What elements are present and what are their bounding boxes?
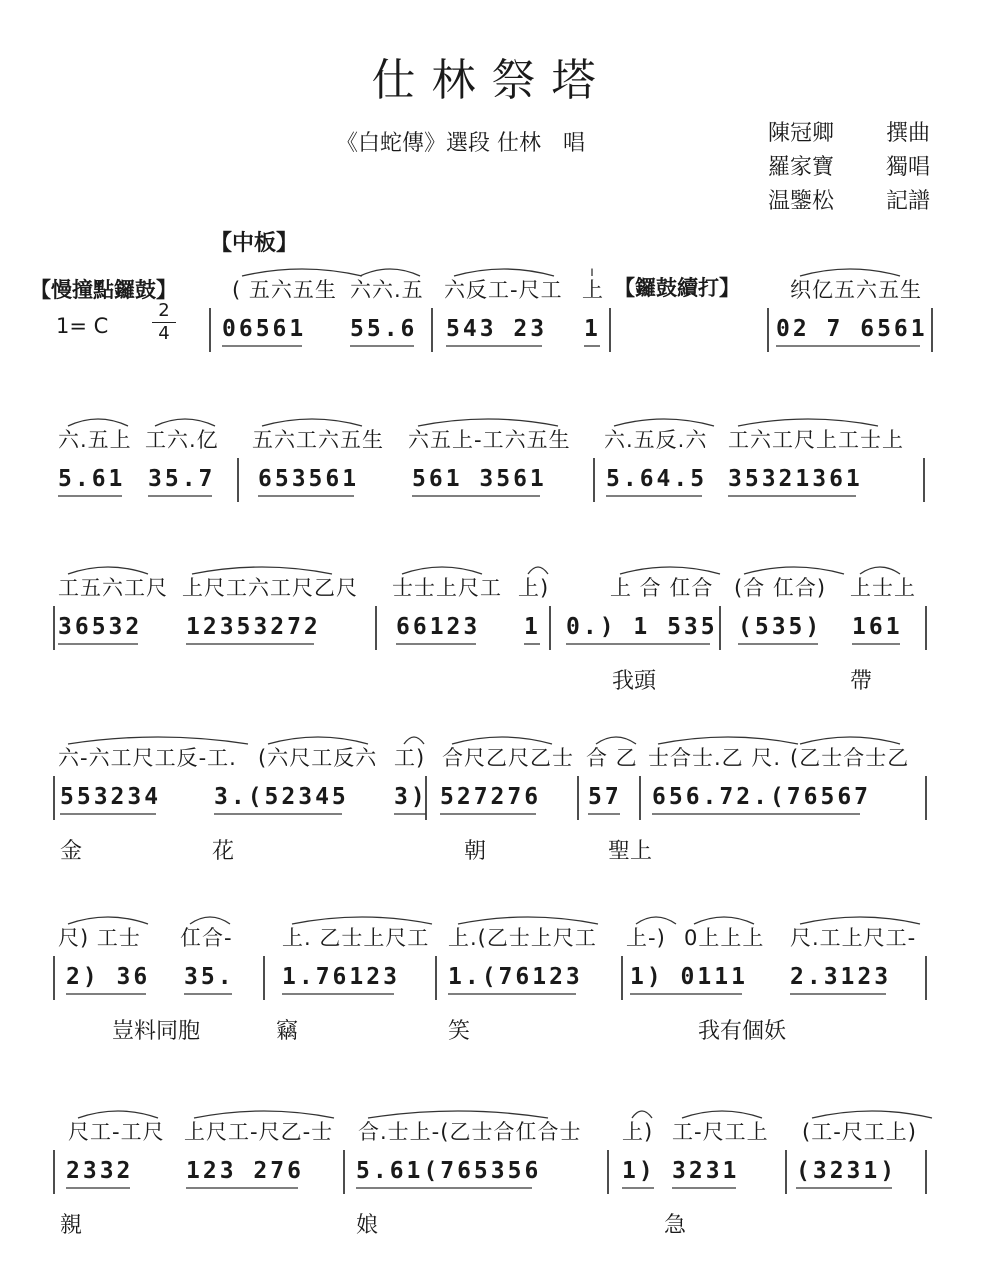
- system-2-slur-5: [614, 419, 714, 426]
- system-6-gongche-4: 上): [622, 1120, 654, 1144]
- credit-singer-role: 獨唱: [886, 155, 931, 180]
- system-4-slur-6: [658, 737, 798, 744]
- system-5-numbers-6: 2.3123: [790, 964, 892, 990]
- system-3-numbers-4: 1: [524, 614, 541, 640]
- section-label-percussion: 【慢撞點鑼鼓】: [30, 278, 177, 302]
- system-5-numbers-1: 2) 36: [66, 964, 151, 990]
- system-4-gongche-7: (乙士合士乙: [790, 746, 910, 770]
- system-2-slur-1: [68, 419, 128, 426]
- system-4-numbers-1: 553234: [60, 784, 162, 810]
- system-6-numbers-6: (3231): [796, 1158, 898, 1184]
- system-4-numbers-3: 3): [394, 784, 428, 810]
- system-3-slur-5: [620, 567, 720, 574]
- system-5-lyric-4: 我有個妖: [698, 1019, 787, 1044]
- credit-notation-name: 温鑒松: [768, 189, 835, 214]
- system-5-lyric-3: 笑: [448, 1019, 471, 1044]
- system-6-slur-3: [368, 1111, 548, 1118]
- section-label-percussion-continue: 【鑼鼓續打】: [614, 276, 740, 300]
- system-5-gongche-7: 尺.工上尺工-: [790, 926, 917, 950]
- system-2-numbers-4: 561 3561: [412, 466, 547, 492]
- system-5-gongche-6: 0上上上: [684, 926, 765, 950]
- system-1-gongche-2: 六六.五: [350, 278, 424, 302]
- system-3-slur-2: [192, 567, 332, 574]
- time-signature-top: 2: [158, 300, 170, 321]
- system-1-numbers-4: 1: [584, 316, 601, 342]
- system-2-gongche-5: 六.五反.六: [604, 428, 708, 452]
- system-4-slur-5: [596, 737, 636, 744]
- system-5-slur-3: [292, 917, 432, 924]
- system-3-gongche-2: 上尺工六工尺乙尺: [182, 576, 358, 600]
- system-5-slur-2: [190, 917, 230, 924]
- system-3-slur-1: [68, 567, 148, 574]
- slurs: [58, 269, 932, 1188]
- system-6-numbers-5: 3231: [672, 1158, 740, 1184]
- system-3-slur-3: [402, 567, 482, 574]
- system-4-numbers-5: 57: [588, 784, 622, 810]
- score-subtitle: 《白蛇傳》選段 仕林 唱: [336, 131, 585, 156]
- system-3-numbers-2: 12353272: [186, 614, 321, 640]
- system-3-gongche-6: (合 仜合): [734, 576, 827, 600]
- credit-notation-role: 記譜: [886, 189, 931, 214]
- system-3-lyric-1: 我頭: [612, 669, 657, 694]
- system-4-numbers-4: 527276: [440, 784, 542, 810]
- system-4-gongche-4: 合尺乙尺乙士: [442, 746, 574, 770]
- system-6-slur-5: [682, 1111, 762, 1118]
- system-6-numbers-3: 5.61(765356: [356, 1158, 542, 1184]
- system-1-numbers-1: 06561: [222, 316, 307, 342]
- system-2-slur-3: [262, 419, 362, 426]
- system-4-lyric-2: 花: [212, 839, 235, 864]
- system-6-lyric-3: 急: [664, 1213, 687, 1238]
- system-3-gongche-4: 上): [518, 576, 550, 600]
- system-6-lyric-1: 親: [60, 1213, 83, 1238]
- system-6-slur-1: [78, 1111, 158, 1118]
- system-4-gongche-2: (六尺工反六: [258, 746, 378, 770]
- system-5-slur-6: [694, 917, 754, 924]
- system-3-slur-7: [860, 567, 900, 574]
- system-4-gongche-3: 工): [394, 746, 426, 770]
- system-2-numbers-2: 35.7: [148, 466, 216, 492]
- system-2-numbers-5: 5.64.5: [606, 466, 708, 492]
- system-2-numbers-3: 653561: [258, 466, 360, 492]
- system-1-gongche-1: ( 五六五生: [232, 278, 337, 302]
- system-1-numbers-2: 55.6: [350, 316, 418, 342]
- system-5-gongche-1: 尺) 工士: [58, 926, 141, 950]
- system-1-gongche-5: 织亿五六五生: [790, 278, 922, 302]
- system-3-numbers-3: 66123: [396, 614, 481, 640]
- system-6-gongche-6: (工-尺工上): [802, 1120, 917, 1144]
- system-3-gongche-3: 士士上尺工: [392, 576, 502, 600]
- system-6-numbers-2: 123 276: [186, 1158, 304, 1184]
- system-6-slur-6: [812, 1111, 932, 1118]
- system-1-gongche-4: 上: [582, 278, 604, 302]
- system-2-slur-6: [738, 419, 878, 426]
- system-5-slur-5: [636, 917, 676, 924]
- system-1-slur-2: [360, 269, 420, 276]
- system-4-numbers-2: 3.(52345: [214, 784, 349, 810]
- system-6-numbers-4: 1): [622, 1158, 656, 1184]
- system-3-slur-6: [744, 567, 844, 574]
- system-1-numbers-5: 02 7 6561: [776, 316, 928, 342]
- system-3-gongche-5: 上 合 仜合: [610, 576, 714, 600]
- system-5-numbers-4: 1.(76123: [448, 964, 583, 990]
- system-6-gongche-2: 上尺工-尺乙-士: [184, 1120, 334, 1144]
- system-4-slur-2: [268, 737, 368, 744]
- system-2-slur-2: [155, 419, 215, 426]
- system-1-slur-1: [242, 269, 362, 276]
- system-4-slur-4: [452, 737, 552, 744]
- system-1-slur-3: [454, 269, 554, 276]
- system-5-numbers-5: 1) 0111: [630, 964, 748, 990]
- system-5-slur-4: [458, 917, 598, 924]
- system-6-numbers-1: 2332: [66, 1158, 134, 1184]
- system-6-slur-4: [632, 1111, 652, 1118]
- system-2-numbers-1: 5.61: [58, 466, 126, 492]
- system-5-slur-1: [68, 917, 148, 924]
- system-3-numbers-7: 161: [852, 614, 903, 640]
- system-3-numbers-1: 36532: [58, 614, 143, 640]
- system-6-lyric-2: 娘: [356, 1213, 379, 1238]
- system-6-gongche-3: 合.士上-(乙士合仜合士: [358, 1120, 582, 1144]
- system-4-lyric-4: 聖上: [608, 839, 653, 864]
- system-3-numbers-5: 0.) 1 535: [566, 614, 718, 640]
- system-5-gongche-4: 上.(乙士上尺工: [448, 926, 597, 950]
- system-3-lyric-2: 帶: [850, 669, 873, 694]
- system-5-numbers-2: 35.: [184, 964, 235, 990]
- system-2-slur-4: [418, 419, 558, 426]
- system-3-numbers-6: (535): [738, 614, 823, 640]
- system-5-gongche-2: 仜合-: [180, 926, 233, 950]
- system-4-gongche-1: 六-六工尺工反-工.: [58, 746, 237, 770]
- system-5-lyric-2: 竊: [276, 1019, 299, 1044]
- system-2-gongche-1: 六.五上: [58, 428, 132, 452]
- system-3-gongche-7: 上士上: [850, 576, 916, 600]
- barlines: [54, 308, 932, 1194]
- score-title: 仕林祭塔: [371, 55, 612, 106]
- system-5-lyric-1: 豈料同胞: [112, 1019, 201, 1044]
- tempo-marking: 【中板】: [210, 231, 299, 256]
- system-2-numbers-6: 35321361: [728, 466, 863, 492]
- system-4-gongche-5: 合 乙: [586, 746, 638, 770]
- system-6-gongche-1: 尺工-工尺: [68, 1120, 165, 1144]
- key-signature: 1= C: [56, 314, 109, 338]
- system-2-gongche-4: 六五上-工六五生: [408, 428, 571, 452]
- system-5-slur-7: [800, 917, 920, 924]
- system-1-gongche-3: 六反工-尺工: [444, 278, 563, 302]
- system-4-slur-3: [404, 737, 424, 744]
- system-5-gongche-5: 上-): [626, 926, 666, 950]
- system-2-gongche-6: 工六工尺上工士上: [728, 428, 904, 452]
- system-2-gongche-3: 五六工六五生: [252, 428, 384, 452]
- system-4-lyric-3: 朝: [464, 839, 487, 864]
- system-5-gongche-3: 上. 乙士上尺工: [282, 926, 430, 950]
- system-4-lyric-1: 金: [60, 839, 83, 864]
- system-1-numbers-3: 543 23: [446, 316, 548, 342]
- system-4-numbers-6: 656.72.(76567: [652, 784, 872, 810]
- system-2-gongche-2: 工六.亿: [145, 428, 219, 452]
- system-6-gongche-5: 工-尺工上: [672, 1120, 769, 1144]
- credit-composer-name: 陳冠卿: [768, 121, 835, 146]
- credit-composer-role: 撰曲: [886, 121, 931, 146]
- system-3-slur-4: [528, 567, 548, 574]
- system-4-slur-7: [800, 737, 900, 744]
- credit-singer-name: 羅家寶: [768, 155, 835, 180]
- system-6-slur-2: [194, 1111, 334, 1118]
- system-5-numbers-3: 1.76123: [282, 964, 400, 990]
- system-4-gongche-6: 士合士.乙 尺.: [648, 746, 782, 770]
- time-signature-bottom: 4: [152, 322, 176, 345]
- system-4-slur-1: [68, 737, 248, 744]
- system-1-slur-5: [800, 269, 900, 276]
- system-3-gongche-1: 工五六工尺: [58, 576, 168, 600]
